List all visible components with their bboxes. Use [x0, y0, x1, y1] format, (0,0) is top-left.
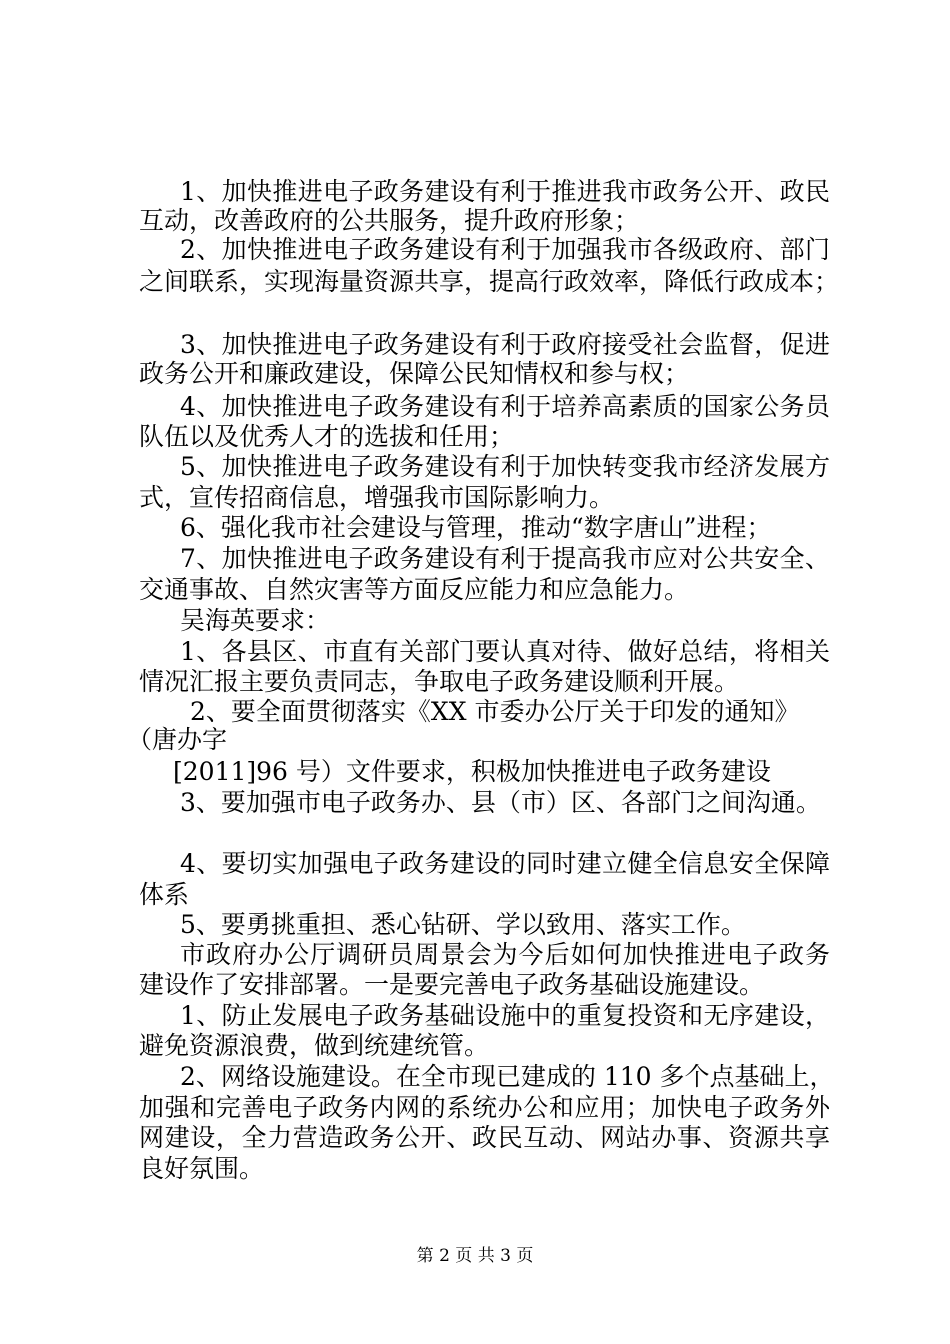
paragraph-line: 5、加快推进电子政务建设有利于加快转变我市经济发展方	[180, 452, 830, 481]
paragraph-line: 6、强化我市社会建设与管理，推动“数字唐山”进程；	[180, 513, 772, 542]
paragraph-line: 吴海英要求：	[180, 606, 331, 635]
paragraph-line: 互动，改善政府的公共服务，提升政府形象；	[139, 206, 640, 235]
paragraph-line: 1、各县区、市直有关部门要认真对待、做好总结，将相关	[180, 637, 830, 666]
paragraph-line: 情况汇报主要负责同志，争取电子政务建设顺利开展。	[139, 667, 740, 696]
paragraph-line: 加强和完善电子政务内网的系统办公和应用；加快电子政务外	[139, 1093, 830, 1122]
paragraph-line: 2、加快推进电子政务建设有利于加强我市各级政府、部门	[180, 235, 830, 264]
paragraph-line: 之间联系，实现海量资源共享，提高行政效率，降低行政成本；	[139, 267, 840, 296]
paragraph-line: [2011]96 号）文件要求，积极加快推进电子政务建设	[173, 757, 771, 786]
paragraph-line: 队伍以及优秀人才的选拔和任用；	[139, 422, 515, 451]
paragraph-line: 3、加快推进电子政务建设有利于政府接受社会监督，促进	[180, 330, 830, 359]
paragraph-line: 体系	[139, 880, 190, 909]
paragraph-line: 政务公开和廉政建设，保障公民知情权和参与权；	[139, 359, 690, 388]
paragraph-line: 市政府办公厅调研员周景会为今后如何加快推进电子政务	[180, 940, 830, 969]
paragraph-line: 式，宣传招商信息，增强我市国际影响力。	[139, 483, 615, 512]
paragraph-line: 避免资源浪费，做到统建统管。	[139, 1031, 490, 1060]
page-footer: 第 2 页 共 3 页	[416, 1246, 534, 1266]
paragraph-line: 2、要全面贯彻落实《XX 市委办公厅关于印发的通知》	[190, 697, 800, 726]
paragraph-line: 4、加快推进电子政务建设有利于培养高素质的国家公务员	[180, 392, 830, 421]
paragraph-line: 1、防止发展电子政务基础设施中的重复投资和无序建设，	[180, 1001, 830, 1030]
paragraph-line: （唐办字	[127, 725, 228, 754]
paragraph-line: 2、网络设施建设。在全市现已建成的 110 多个点基础上，	[180, 1062, 835, 1091]
paragraph-line: 交通事故、自然灾害等方面反应能力和应急能力。	[139, 575, 690, 604]
paragraph-line: 网建设，全力营造政务公开、政民互动、网站办事、资源共享	[139, 1123, 830, 1152]
paragraph-line: 5、要勇挑重担、悉心钻研、学以致用、落实工作。	[180, 910, 746, 939]
paragraph-line: 良好氛围。	[139, 1154, 265, 1183]
paragraph-line: 1、加快推进电子政务建设有利于推进我市政务公开、政民	[180, 177, 830, 206]
paragraph-line: 建设作了安排部署。一是要完善电子政务基础设施建设。	[139, 970, 765, 999]
paragraph-line: 4、要切实加强电子政务建设的同时建立健全信息安全保障	[180, 849, 830, 878]
paragraph-line: 3、要加强市电子政务办、县（市）区、各部门之间沟通。	[180, 788, 821, 817]
paragraph-line: 7、加快推进电子政务建设有利于提高我市应对公共安全、	[180, 544, 830, 573]
